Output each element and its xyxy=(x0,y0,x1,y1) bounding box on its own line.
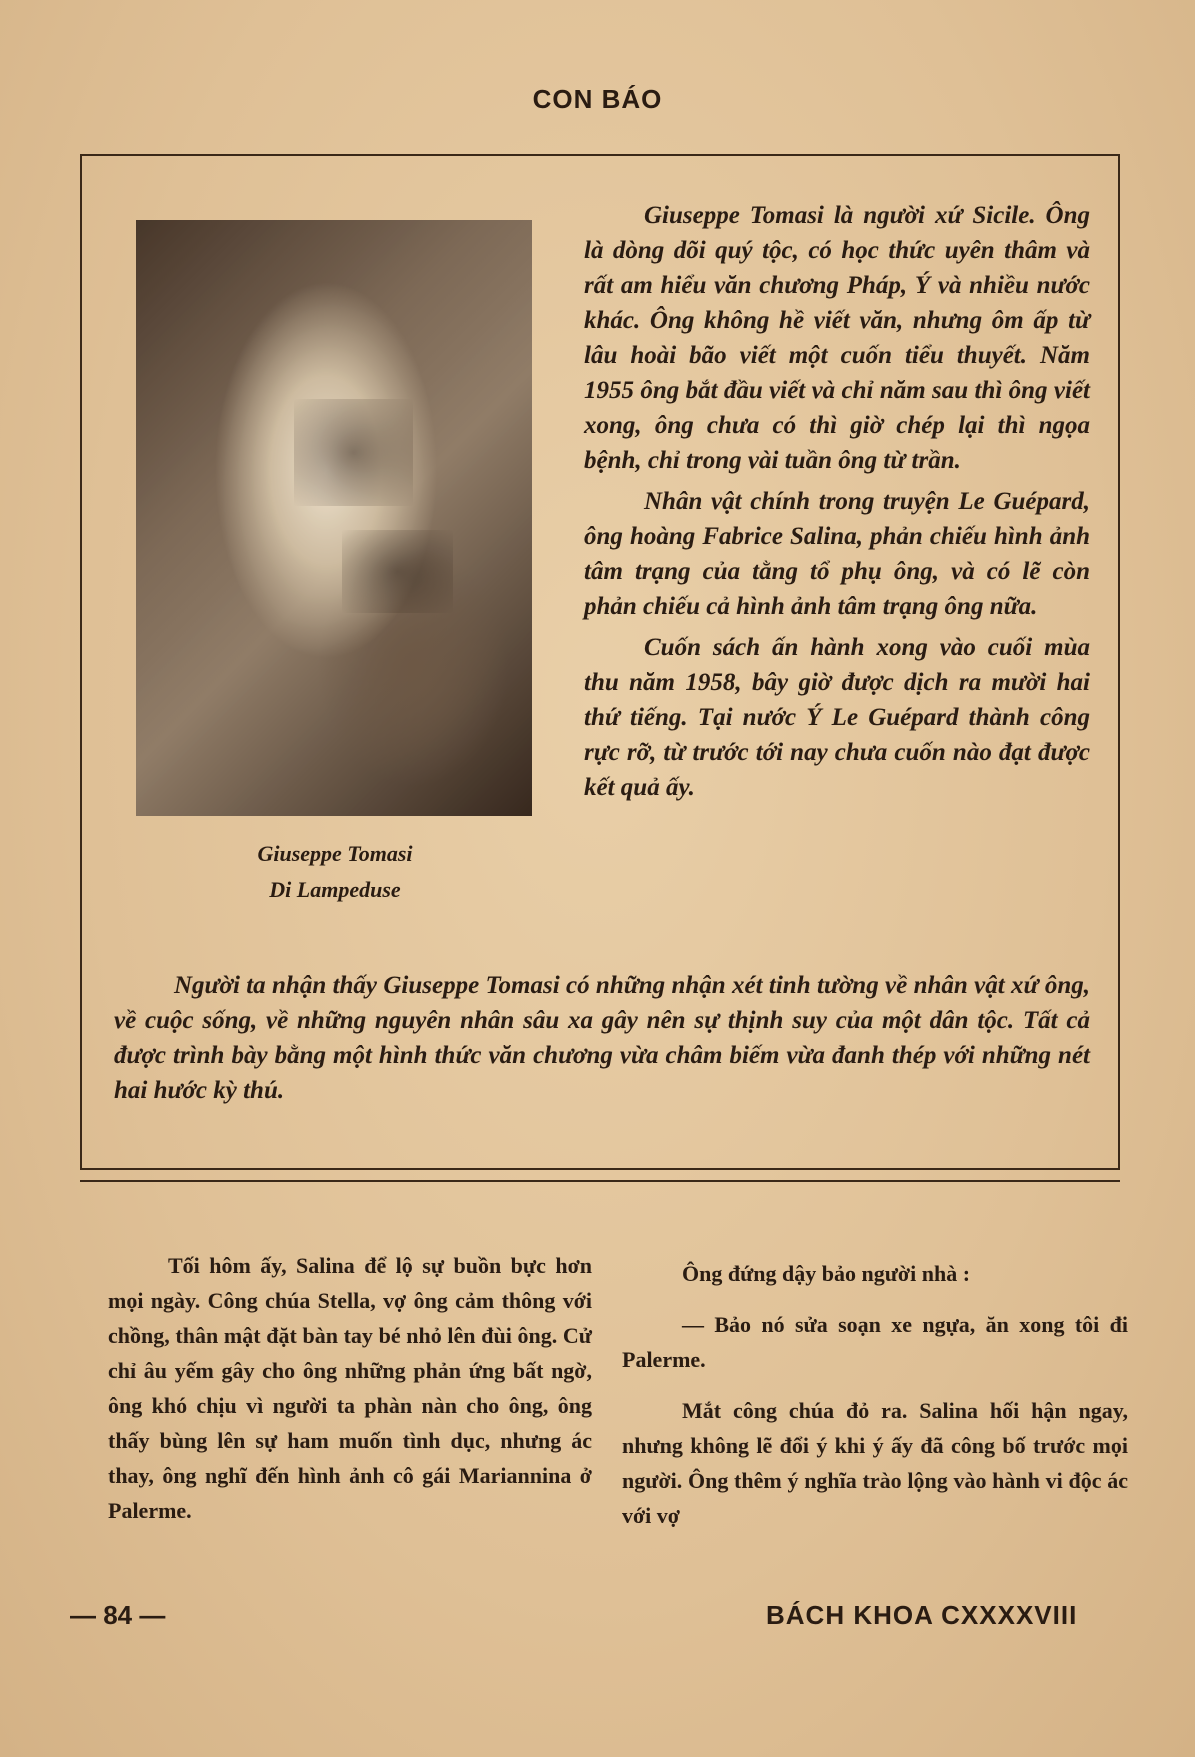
bio-closing-paragraph: Người ta nhận thấy Giuseppe Tomasi có những nhận xét tinh tường về nhân vật xứ ông, về cuộc sống, về những nguyên nhân sâu xa gây nên sự thịnh suy của một dân tộc. Tất cả được trình bày bằng một hình thức văn chương vừa châm biếm vừa đanh thép với những nét hai hước kỳ thú. xyxy=(114,972,1090,1104)
story-paragraph: — Bảo nó sửa soạn xe ngựa, ăn xong tôi đi Palerme. xyxy=(622,1312,1128,1372)
section-divider xyxy=(80,1180,1120,1182)
caption-line: Di Lampeduse xyxy=(269,877,401,902)
story-paragraph: Tối hôm ấy, Salina để lộ sự buồn bực hơn mọi ngày. Công chúa Stella, vợ ông cảm thông với chồng, thân mật đặt bàn tay bé nhỏ lên đùi ông. Cử chỉ âu yếm gây cho ông những phản ứng bất ngờ, ông khó chịu vì người ta phàn nàn cho ông, ông thấy bùng lên sự ham muốn tình dục, nhưng ác thay, ông nghĩ đến hình ảnh cô gái Mariannina ở Palerme. xyxy=(108,1253,592,1523)
magazine-footer-title: BÁCH KHOA CXXXXVIII xyxy=(766,1600,1078,1630)
story-paragraph: Ông đứng dậy bảo người nhà : xyxy=(682,1261,971,1286)
author-portrait-photo xyxy=(136,220,532,816)
bio-paragraph: Nhân vật chính trong truyện Le Guépard, ông hoàng Fabrice Salina, phản chiếu hình ảnh tâm trạng của tằng tổ phụ ông, và có lẽ còn phản chiếu cả hình ảnh tâm trạng ông nữa. xyxy=(584,488,1090,620)
bio-paragraph: Cuốn sách ấn hành xong vào cuối mùa thu năm 1958, bây giờ được dịch ra mười hai thứ tiếng. Tại nước Ý Le Guépard thành công rực rỡ, từ trước tới nay chưa cuốn nào đạt được kết quả ấy. xyxy=(584,634,1090,801)
page-header-title: CON BÁO xyxy=(532,84,663,114)
page-number: — 84 — xyxy=(70,1600,166,1630)
bio-paragraph: Giuseppe Tomasi là người xứ Sicile. Ông là dòng dõi quý tộc, có học thức uyên thâm và rất am hiểu văn chương Pháp, Ý và nhiều nước khác. Ông không hề viết văn, nhưng ôm ấp từ lâu hoài bão viết một cuốn tiểu thuyết. Năm 1955 ông bắt đầu viết và chỉ năm sau thì ông viết xong, ông chưa có thì giờ chép lại thì ngọa bệnh, chỉ trong vài tuần ông từ trần. xyxy=(584,202,1090,474)
caption-line: Giuseppe Tomasi xyxy=(257,841,413,866)
bio-column xyxy=(584,198,1090,811)
story-paragraph: Mắt công chúa đỏ ra. Salina hối hận ngay, nhưng không lẽ đổi ý khi ý ấy đã công bố trước mọi người. Ông thêm ý nghĩa trào lộng vào hành vi độc ác với vợ xyxy=(622,1398,1128,1528)
portrait-caption xyxy=(190,836,480,908)
story-right-column xyxy=(622,1256,1128,1549)
story-left-column xyxy=(108,1248,592,1528)
bio-closing-block xyxy=(114,968,1090,1108)
